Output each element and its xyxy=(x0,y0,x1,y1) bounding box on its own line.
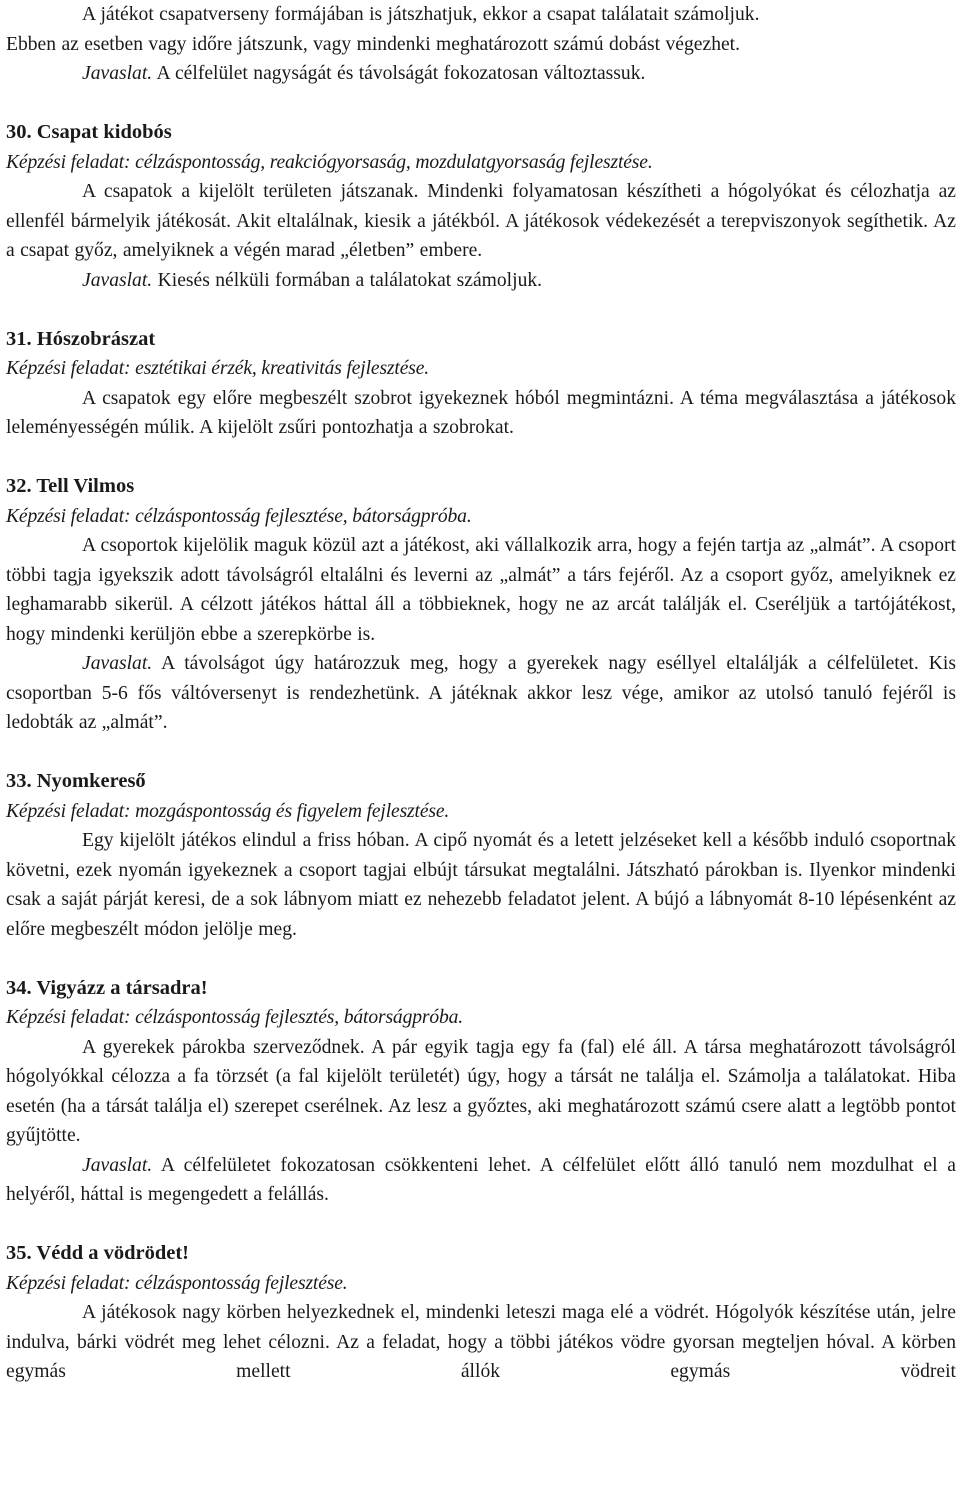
section-tip xyxy=(6,649,956,738)
section-title: Vigyázz a társadra! xyxy=(36,976,208,999)
section-31 xyxy=(6,325,956,443)
section-34 xyxy=(6,974,956,1210)
intro-paragraph-2: Ebben az esetben vagy időre játszunk, vagy mindenki meghatározott számú dobást végezhet. xyxy=(6,33,741,55)
section-title: Védd a vödrödet! xyxy=(36,1242,189,1264)
section-heading xyxy=(6,974,956,1004)
section-body: A játékosok nagy körben helyezkednek el, mindenki leteszi maga elé a vödrét. Hógolyók készítése után, jelre indulva, bárki vödrét meg lehet célozni. Az a feladat, hogy a többi játékos vödre gyorsan megteljen hóval. A körben egymás mellett állók egymás vödreit xyxy=(6,1302,956,1382)
section-goal: Képzési feladat: mozgáspontosság és figyelem fejlesztése. xyxy=(6,800,450,822)
section-heading xyxy=(6,325,956,355)
section-goal: Képzési feladat: célzáspontosság fejlesztése, bátorságpróba. xyxy=(6,505,472,527)
section-32 xyxy=(6,472,956,738)
section-goal: Képzési feladat: esztétikai érzék, kreativitás fejlesztése. xyxy=(6,358,430,379)
section-number: 35. xyxy=(6,1242,32,1264)
tip-label: Javaslat. xyxy=(82,1154,153,1176)
section-goal: Képzési feladat: célzáspontosság fejlesztése. xyxy=(6,1272,348,1294)
section-number: 31. xyxy=(6,327,32,350)
section-heading xyxy=(6,1239,956,1269)
section-goal: Képzési feladat: célzáspontosság fejlesztés, bátorságpróba. xyxy=(6,1007,464,1028)
section-body: Egy kijelölt játékos elindul a friss hóban. A cipő nyomát és a letett jelzéseket kell a később induló csoportnak követni, ezek nyomán igyekeznek a csoport tagjai elbújt társukat megtalálni. Játszható párokban is. Ilyenkor mindenki csak a saját párját keresi, de a sok lábnyom miatt ez nehezebb feladatot jelent. A bújó a lábnyomát 8-10 lépésenként az előre megbeszélt módon jelölje meg. xyxy=(6,830,956,940)
section-heading xyxy=(6,472,956,502)
section-body: A csoportok kijelölik maguk közül azt a játékost, aki vállalkozik arra, hogy a fején tartja az „almát”. A csoport többi tagja igyekszik adott távolságról eltalálni és leverni az „almát” a társ fejéről. Az a csoport győz, amelyiknek ez leghamarabb sikerül. A célzott játékos háttal áll a többieknek, hogy ne az arcát találják el. Cseréljük a tartójátékost, hogy mindenki kerüljön ebbe a szerepkörbe is. xyxy=(6,535,956,645)
intro-paragraph-1: A játékot csapatverseny formájában is játszhatjuk, ekkor a csapat találatait számoljuk. xyxy=(82,4,760,25)
section-number: 33. xyxy=(6,770,32,792)
section-title: Tell Vilmos xyxy=(36,475,135,497)
section-number: 30. xyxy=(6,121,32,143)
section-35 xyxy=(6,1239,956,1387)
intro-tip-label: Javaslat. xyxy=(82,63,153,84)
tip-text: A távolságot úgy határozzuk meg, hogy a gyerekek nagy eséllyel eltalálják a célfelületet. Kis csoportban 5-6 fős váltóversenyt is rendezhetünk. A játéknak akkor lesz vége, amikor az utolsó tanuló fejéről is ledobták az „almát”. xyxy=(6,653,956,733)
section-body: A csapatok egy előre megbeszélt szobrot igyekeznek hóból megmintázni. A téma megválasztása a játékosok leleményességén múlik. A kijelölt zsűri pontozhatja a szobrokat. xyxy=(6,387,956,438)
section-title: Csapat kidobós xyxy=(36,121,172,143)
section-number: 32. xyxy=(6,475,32,497)
section-body: A csapatok a kijelölt területen játszanak. Mindenki folyamatosan készítheti a hógolyókat és célozhatja az ellenfél bármelyik játékosát. Akit eltalálnak, kiesik a játékból. A játékosok védekezését a terepviszonyok segíthetik. Az a csapat győz, amelyiknek a végén marad „életben” embere. xyxy=(6,181,956,261)
intro-block xyxy=(6,0,956,89)
section-title: Nyomkereső xyxy=(36,770,146,792)
document-body xyxy=(6,0,956,1387)
section-body: A gyerekek párokba szerveződnek. A pár egyik tagja egy fa (fal) elé áll. A társa meghatározott távolságról hógolyókkal célozza a fa törzsét (a fal kijelölt területét) úgy, hogy a társát ne találja el. Számolja a találatokat. Hiba esetén (ha a társát találja el) szerepet cserélnek. Az lesz a győztes, aki meghatározott számú csere alatt a legtöbb pontot gyűjtötte. xyxy=(6,1036,956,1146)
intro-tip xyxy=(6,59,956,89)
section-title: Hószobrászat xyxy=(36,327,156,350)
tip-label: Javaslat. xyxy=(82,269,153,291)
intro-tip-text: A célfelület nagyságát és távolságát fokozatosan változtassuk. xyxy=(152,63,646,84)
section-heading xyxy=(6,767,956,797)
section-33 xyxy=(6,767,956,944)
section-tip xyxy=(6,266,956,296)
section-30 xyxy=(6,118,956,295)
tip-label: Javaslat. xyxy=(82,653,153,674)
section-number: 34. xyxy=(6,976,32,999)
section-tip xyxy=(6,1151,956,1210)
section-heading xyxy=(6,118,956,148)
tip-text: A célfelületet fokozatosan csökkenteni lehet. A célfelület előtt álló tanuló nem mozdulhat el a helyéről, háttal is megengedett a felállás. xyxy=(6,1154,956,1205)
section-goal: Képzési feladat: célzáspontosság, reakciógyorsaság, mozdulatgyorsaság fejlesztése. xyxy=(6,151,653,173)
tip-text: Kiesés nélküli formában a találatokat számoljuk. xyxy=(152,269,543,291)
